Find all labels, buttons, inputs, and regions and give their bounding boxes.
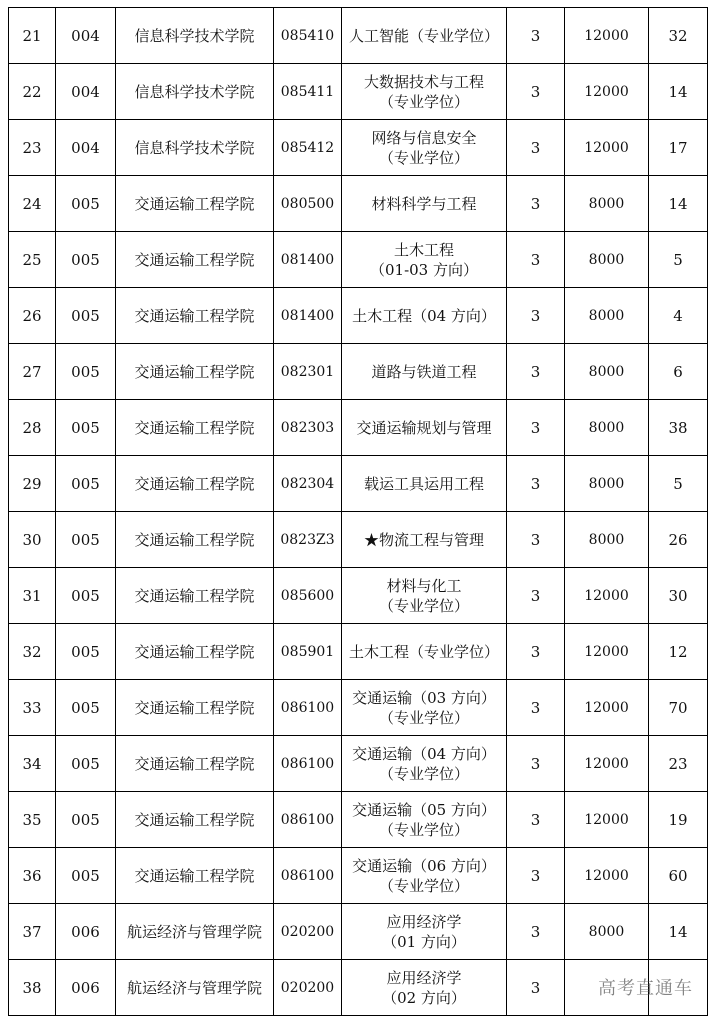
major-name-cell <box>342 848 507 904</box>
major-name-line: （专业学位） <box>378 876 469 895</box>
row-number-cell: 24 <box>9 176 56 232</box>
enrollment-count-cell: 14 <box>649 176 708 232</box>
enrollment-count-cell: 5 <box>649 232 708 288</box>
major-name-cell <box>342 624 507 680</box>
enrollment-count-cell: 23 <box>649 736 708 792</box>
study-years-cell: 3 <box>507 512 565 568</box>
school-code-cell: 004 <box>56 8 116 64</box>
major-name-line: 土木工程（专业学位） <box>348 642 499 661</box>
major-name-line: （专业学位） <box>378 596 469 615</box>
study-years-cell: 3 <box>507 568 565 624</box>
school-name-cell: 交通运输工程学院 <box>116 344 274 400</box>
major-code-cell: 020200 <box>274 904 342 960</box>
tuition-cell: 12000 <box>565 680 649 736</box>
study-years-cell: 3 <box>507 792 565 848</box>
major-name-line: 网络与信息安全 <box>371 128 477 147</box>
major-name-line: （02 方向） <box>382 988 466 1007</box>
school-name-cell: 交通运输工程学院 <box>116 456 274 512</box>
school-name-cell: 交通运输工程学院 <box>116 232 274 288</box>
enrollment-count-cell: 38 <box>649 400 708 456</box>
study-years-cell: 3 <box>507 624 565 680</box>
tuition-cell: 12000 <box>565 624 649 680</box>
enrollment-count-cell: 26 <box>649 512 708 568</box>
major-code-cell: 085411 <box>274 64 342 120</box>
school-code-cell: 004 <box>56 120 116 176</box>
table-row <box>9 64 708 120</box>
table-row <box>9 736 708 792</box>
tuition-cell: 8000 <box>565 288 649 344</box>
enrollment-count-cell: 60 <box>649 848 708 904</box>
school-name-cell: 航运经济与管理学院 <box>116 960 274 1016</box>
major-name-cell <box>342 792 507 848</box>
enrollment-count-cell: 17 <box>649 120 708 176</box>
school-name-cell: 交通运输工程学院 <box>116 568 274 624</box>
table-row <box>9 120 708 176</box>
enrollment-count-cell: 14 <box>649 64 708 120</box>
study-years-cell: 3 <box>507 680 565 736</box>
school-name-cell: 交通运输工程学院 <box>116 176 274 232</box>
row-number-cell: 25 <box>9 232 56 288</box>
tuition-cell: 8000 <box>565 456 649 512</box>
row-number-cell: 27 <box>9 344 56 400</box>
major-name-line: （01 方向） <box>382 932 466 951</box>
tuition-cell: 12000 <box>565 8 649 64</box>
school-name-cell: 交通运输工程学院 <box>116 400 274 456</box>
major-name-cell <box>342 120 507 176</box>
study-years-cell: 3 <box>507 8 565 64</box>
row-number-cell: 34 <box>9 736 56 792</box>
major-name-cell <box>342 456 507 512</box>
school-code-cell: 005 <box>56 400 116 456</box>
table-row <box>9 232 708 288</box>
major-name-line: 道路与铁道工程 <box>371 362 477 381</box>
major-name-cell <box>342 232 507 288</box>
table-row <box>9 456 708 512</box>
row-number-cell: 29 <box>9 456 56 512</box>
school-code-cell: 005 <box>56 288 116 344</box>
major-name-cell <box>342 400 507 456</box>
school-name-cell: 航运经济与管理学院 <box>116 904 274 960</box>
row-number-cell: 26 <box>9 288 56 344</box>
major-name-line: （01-03 方向） <box>369 260 478 279</box>
school-code-cell: 005 <box>56 512 116 568</box>
table-row <box>9 8 708 64</box>
major-name-cell <box>342 64 507 120</box>
table-row <box>9 400 708 456</box>
school-name-cell: 信息科学技术学院 <box>116 8 274 64</box>
major-name-line: 大数据技术与工程 <box>363 72 484 91</box>
major-code-cell: 085901 <box>274 624 342 680</box>
school-code-cell: 005 <box>56 344 116 400</box>
school-code-cell: 006 <box>56 904 116 960</box>
major-name-line: ★物流工程与管理 <box>363 530 484 549</box>
row-number-cell: 23 <box>9 120 56 176</box>
major-name-line: 应用经济学 <box>386 912 462 931</box>
row-number-cell: 22 <box>9 64 56 120</box>
tuition-cell: 12000 <box>565 736 649 792</box>
study-years-cell: 3 <box>507 400 565 456</box>
major-code-cell: 0823Z3 <box>274 512 342 568</box>
major-code-cell: 020200 <box>274 960 342 1016</box>
major-name-line: （专业学位） <box>378 708 469 727</box>
major-name-cell <box>342 960 507 1016</box>
major-name-line: 交通运输（03 方向） <box>352 688 496 707</box>
tuition-cell: 12000 <box>565 792 649 848</box>
major-name-cell <box>342 680 507 736</box>
table-row <box>9 176 708 232</box>
major-code-cell: 080500 <box>274 176 342 232</box>
school-code-cell: 005 <box>56 176 116 232</box>
school-code-cell: 005 <box>56 624 116 680</box>
row-number-cell: 36 <box>9 848 56 904</box>
school-name-cell: 信息科学技术学院 <box>116 120 274 176</box>
row-number-cell: 28 <box>9 400 56 456</box>
major-name-cell <box>342 344 507 400</box>
major-name-line: 土木工程（04 方向） <box>352 306 496 325</box>
major-name-line: （专业学位） <box>378 820 469 839</box>
study-years-cell: 3 <box>507 344 565 400</box>
watermark: 高考直通车 <box>598 978 693 999</box>
row-number-cell: 31 <box>9 568 56 624</box>
enrollment-table <box>8 7 708 1016</box>
major-code-cell: 082301 <box>274 344 342 400</box>
tuition-cell: 8000 <box>565 512 649 568</box>
school-code-cell: 006 <box>56 960 116 1016</box>
major-code-cell: 081400 <box>274 232 342 288</box>
enrollment-count-cell: 70 <box>649 680 708 736</box>
study-years-cell: 3 <box>507 456 565 512</box>
school-name-cell: 交通运输工程学院 <box>116 680 274 736</box>
table-row <box>9 512 708 568</box>
study-years-cell: 3 <box>507 960 565 1016</box>
major-code-cell: 086100 <box>274 792 342 848</box>
study-years-cell: 3 <box>507 120 565 176</box>
major-name-line: 材料科学与工程 <box>371 194 477 213</box>
major-name-line: 载运工具运用工程 <box>363 474 484 493</box>
school-code-cell: 005 <box>56 680 116 736</box>
major-name-cell <box>342 176 507 232</box>
major-name-cell <box>342 288 507 344</box>
major-name-line: 人工智能（专业学位） <box>348 26 499 45</box>
enrollment-count-cell: 4 <box>649 288 708 344</box>
major-name-line: 材料与化工 <box>386 576 462 595</box>
school-code-cell: 005 <box>56 848 116 904</box>
major-code-cell: 085410 <box>274 8 342 64</box>
study-years-cell: 3 <box>507 288 565 344</box>
tuition-cell: 12000 <box>565 568 649 624</box>
tuition-cell: 8000 <box>565 400 649 456</box>
study-years-cell: 3 <box>507 232 565 288</box>
school-name-cell: 交通运输工程学院 <box>116 288 274 344</box>
major-name-line: 交通运输（06 方向） <box>352 856 496 875</box>
school-code-cell: 005 <box>56 232 116 288</box>
table-row <box>9 288 708 344</box>
major-name-line: （专业学位） <box>378 148 469 167</box>
study-years-cell: 3 <box>507 176 565 232</box>
major-name-line: 应用经济学 <box>386 968 462 987</box>
row-number-cell: 33 <box>9 680 56 736</box>
major-code-cell: 086100 <box>274 736 342 792</box>
table-row <box>9 848 708 904</box>
major-name-cell <box>342 568 507 624</box>
school-code-cell: 005 <box>56 736 116 792</box>
school-code-cell: 004 <box>56 64 116 120</box>
major-code-cell: 082303 <box>274 400 342 456</box>
major-code-cell: 086100 <box>274 680 342 736</box>
tuition-cell: 8000 <box>565 344 649 400</box>
enrollment-count-cell: 5 <box>649 456 708 512</box>
table-row <box>9 904 708 960</box>
table-row <box>9 624 708 680</box>
major-name-cell <box>342 512 507 568</box>
study-years-cell: 3 <box>507 848 565 904</box>
tuition-cell: 12000 <box>565 64 649 120</box>
school-code-cell: 005 <box>56 568 116 624</box>
row-number-cell: 35 <box>9 792 56 848</box>
school-code-cell: 005 <box>56 456 116 512</box>
school-name-cell: 交通运输工程学院 <box>116 624 274 680</box>
major-name-line: 交通运输（05 方向） <box>352 800 496 819</box>
school-code-cell: 005 <box>56 792 116 848</box>
school-name-cell: 交通运输工程学院 <box>116 848 274 904</box>
study-years-cell: 3 <box>507 64 565 120</box>
table-row <box>9 568 708 624</box>
tuition-cell: 12000 <box>565 848 649 904</box>
major-name-line: 土木工程 <box>393 240 454 259</box>
study-years-cell: 3 <box>507 736 565 792</box>
row-number-cell: 30 <box>9 512 56 568</box>
major-name-line: 交通运输（04 方向） <box>352 744 496 763</box>
row-number-cell: 37 <box>9 904 56 960</box>
tuition-cell: 8000 <box>565 904 649 960</box>
enrollment-count-cell: 12 <box>649 624 708 680</box>
study-years-cell: 3 <box>507 904 565 960</box>
enrollment-count-cell: 14 <box>649 904 708 960</box>
tuition-cell: 12000 <box>565 120 649 176</box>
major-code-cell: 085600 <box>274 568 342 624</box>
enrollment-count-cell: 6 <box>649 344 708 400</box>
row-number-cell: 32 <box>9 624 56 680</box>
table-row <box>9 680 708 736</box>
table-body <box>9 8 708 1016</box>
major-code-cell: 081400 <box>274 288 342 344</box>
row-number-cell: 21 <box>9 8 56 64</box>
major-name-cell <box>342 8 507 64</box>
school-name-cell: 交通运输工程学院 <box>116 736 274 792</box>
enrollment-count-cell: 19 <box>649 792 708 848</box>
major-name-line: （专业学位） <box>378 92 469 111</box>
tuition-cell: 8000 <box>565 176 649 232</box>
enrollment-count-cell: 32 <box>649 8 708 64</box>
tuition-cell: 8000 <box>565 232 649 288</box>
major-name-line: （专业学位） <box>378 764 469 783</box>
table-row <box>9 792 708 848</box>
school-name-cell: 交通运输工程学院 <box>116 792 274 848</box>
enrollment-count-cell: 30 <box>649 568 708 624</box>
table-row <box>9 344 708 400</box>
row-number-cell: 38 <box>9 960 56 1016</box>
school-name-cell: 信息科学技术学院 <box>116 64 274 120</box>
major-code-cell: 086100 <box>274 848 342 904</box>
major-code-cell: 085412 <box>274 120 342 176</box>
major-name-line: 交通运输规划与管理 <box>356 418 492 437</box>
major-name-cell <box>342 904 507 960</box>
major-code-cell: 082304 <box>274 456 342 512</box>
major-name-cell <box>342 736 507 792</box>
school-name-cell: 交通运输工程学院 <box>116 512 274 568</box>
